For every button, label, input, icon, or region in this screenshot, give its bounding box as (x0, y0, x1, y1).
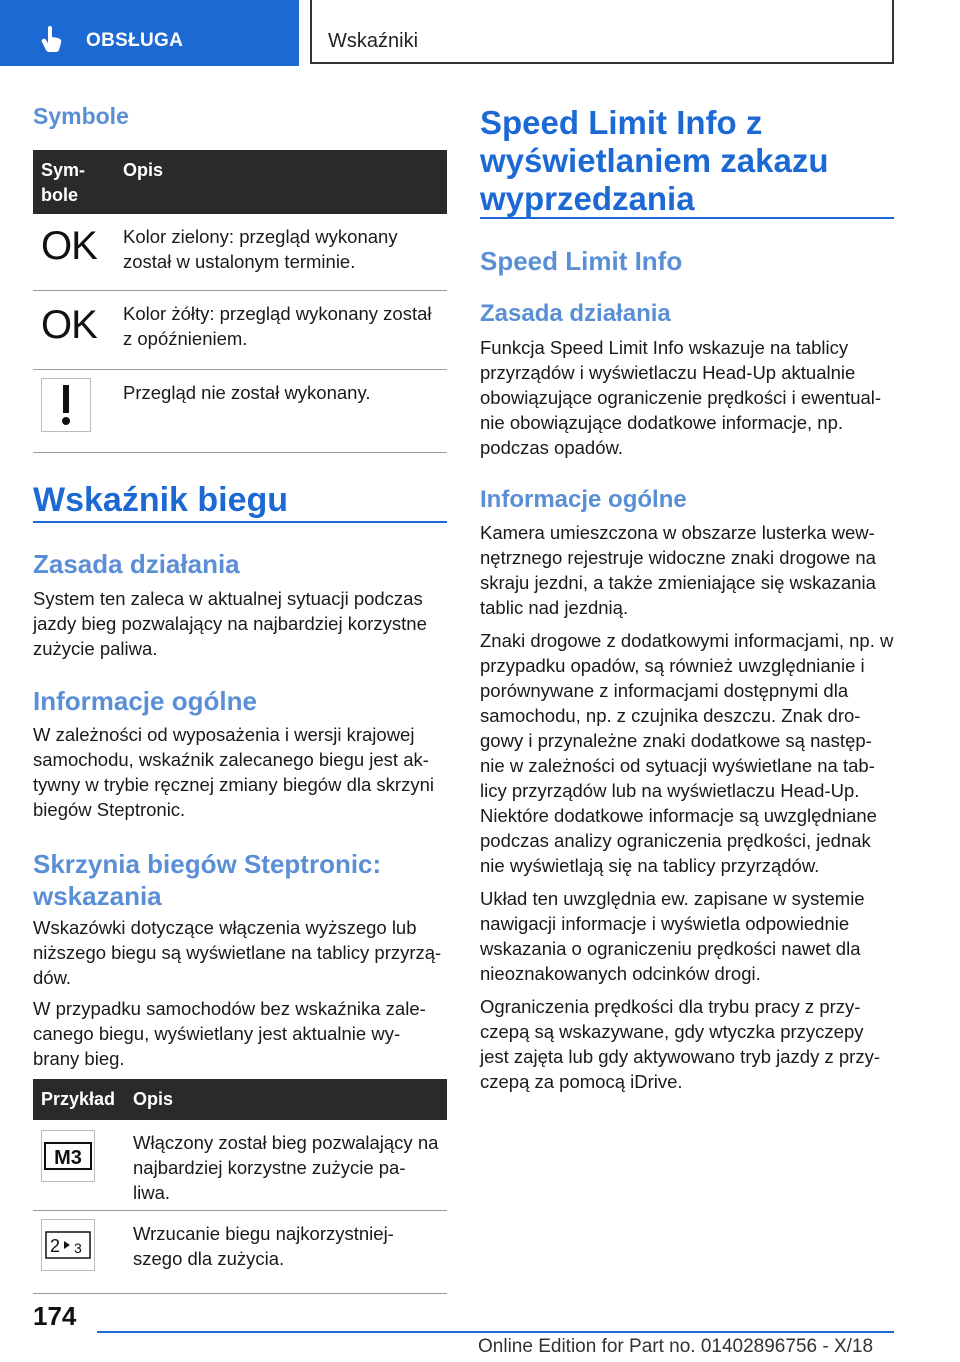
principle-text: System ten zaleca w aktualnej sytuacji podczas jazdy bieg pozwalający na najbardziej korzystne zużycie paliwa. (33, 588, 427, 659)
table-header-row (33, 1079, 447, 1120)
general-info-paragraph-1: Kamera umieszczona w obszarze lusterka wew- nętrznego rejestruje widoczne znaki drogowe na skraju jezdni, a także zmieniające się wskazania tablic nad jezdnią. (480, 522, 876, 618)
column-header-symbol: Sym- bole (33, 150, 123, 214)
page-tab-label: Wskaźniki (328, 30, 419, 52)
hand-pointer-icon (40, 26, 64, 52)
section-tab[interactable] (0, 0, 299, 66)
gear-indicator-heading: Wskaźnik biegu (33, 481, 289, 519)
svg-text:3: 3 (74, 1240, 82, 1256)
speed-limit-info-subheading: Speed Limit Info (480, 246, 683, 276)
general-info-paragraph-3: Układ ten uwzględnia ew. zapisane w systemie nawigacji informacje i wyświetla odpowiednie wskazania o ograniczeniu prędkości nawet dla nieoznakowanych odcinków drogi. (480, 888, 865, 984)
principle-heading: Zasada działania (33, 549, 240, 579)
table-row (33, 214, 447, 291)
table-row (33, 1211, 447, 1294)
page-tab[interactable] (310, 0, 894, 64)
page-number: 174 (33, 1301, 77, 1331)
table-cell-description: Włączony został bieg pozwalający na najbardziej korzystne zużycie pa- liwa. (133, 1120, 447, 1211)
table-row (33, 291, 447, 370)
steptronic-text-1: Wskazówki dotyczące włączenia wyższego lub niższego biegu są wyświetlane na tablicy przyrzą- dów. (33, 917, 442, 988)
column-header-description: Opis (123, 150, 447, 214)
general-info-text: W zależności od wyposażenia i wersji krajowej samochodu, wskaźnik zalecanego biegu jest ak- tywny w trybie ręcznej zmiany biegów dla skrzyni biegów Steptronic. (33, 724, 434, 820)
svg-text:M3: M3 (54, 1147, 82, 1169)
table-cell-description: Przegląd nie został wykonany. (123, 370, 447, 453)
column-header-example: Przykład (33, 1079, 133, 1120)
steptronic-text-2: W przypadku samochodów bez wskaźnika zale- canego biegu, wyświetlany jest aktualnie wy- brany bieg. (33, 998, 426, 1069)
general-info-heading: Informacje ogólne (480, 486, 687, 513)
table-row (33, 370, 447, 453)
general-info-heading: Informacje ogólne (33, 686, 257, 716)
ok-green-icon: OK (41, 224, 97, 268)
footer-rule (97, 1331, 894, 1333)
heading-rule (33, 521, 447, 523)
symbols-table (33, 150, 447, 453)
section-tab-label: OBSŁUGA (86, 30, 184, 51)
table-row (33, 1120, 447, 1211)
exclamation-icon (41, 378, 91, 432)
principle-heading: Zasada działania (480, 300, 671, 327)
general-info-paragraph-2: Znaki drogowe z dodatkowymi informacjami, np. w przypadku opadów, są również uwzględnianie i porównywane z informacjami dostępnymi dla samochodu, np. z czujnika deszczu. Znak dro- gowy i przynależne znaki dodatkowe są następ- nie w zależności od sytuacji wyświetlane na tab- licy przyrządów lub na wyświetlaczu Head-Up. Niektóre dodatkowe informacje są uwzględniane podczas analizy ograniczenia prędkości, jednak nie wyświetlają się na tablicy przyrządów. (480, 630, 894, 876)
table-cell-description: Kolor zielony: przegląd wykonany został w ustalonym terminie. (123, 214, 447, 291)
example-table (33, 1079, 447, 1294)
table-cell-description: Wrzucanie biegu najkorzystniej- szego dla zużycia. (133, 1211, 447, 1294)
page-header (0, 0, 960, 66)
shift-up-2-to-3-icon (41, 1219, 95, 1271)
heading-rule (480, 217, 894, 219)
steptronic-heading: Skrzynia biegów Steptronic: wskazania (33, 849, 382, 911)
principle-text: Funkcja Speed Limit Info wskazuje na tablicy przyrządów i wyświetlaczu Head-Up aktualnie obowiązujące ograniczenie prędkości i ewentual- nie obowiązujące dodatkowe informacje, np. podczas opadów. (480, 337, 882, 458)
edition-text: Online Edition for Part no. 01402896756 - X/18 (478, 1336, 874, 1357)
table-header-row (33, 150, 447, 214)
column-header-description: Opis (133, 1079, 447, 1120)
general-info-paragraph-4: Ograniczenia prędkości dla trybu pracy z przy- czepą są wskazywane, gdy wtyczka przyczepy jest zajęta lub gdy aktywowano tryb jazdy z przy- czepą za pomocą iDrive. (480, 996, 880, 1092)
speed-limit-info-main-heading: Speed Limit Info z wyświetlaniem zakazu wyprzedzania (480, 104, 829, 217)
svg-text:2: 2 (50, 1236, 61, 1256)
table-cell-description: Kolor żółty: przegląd wykonany został z opóźnieniem. (123, 291, 447, 370)
manual-gear-m3-icon (41, 1130, 95, 1182)
ok-yellow-icon: OK (41, 303, 97, 347)
symbols-heading: Symbole (33, 103, 129, 129)
